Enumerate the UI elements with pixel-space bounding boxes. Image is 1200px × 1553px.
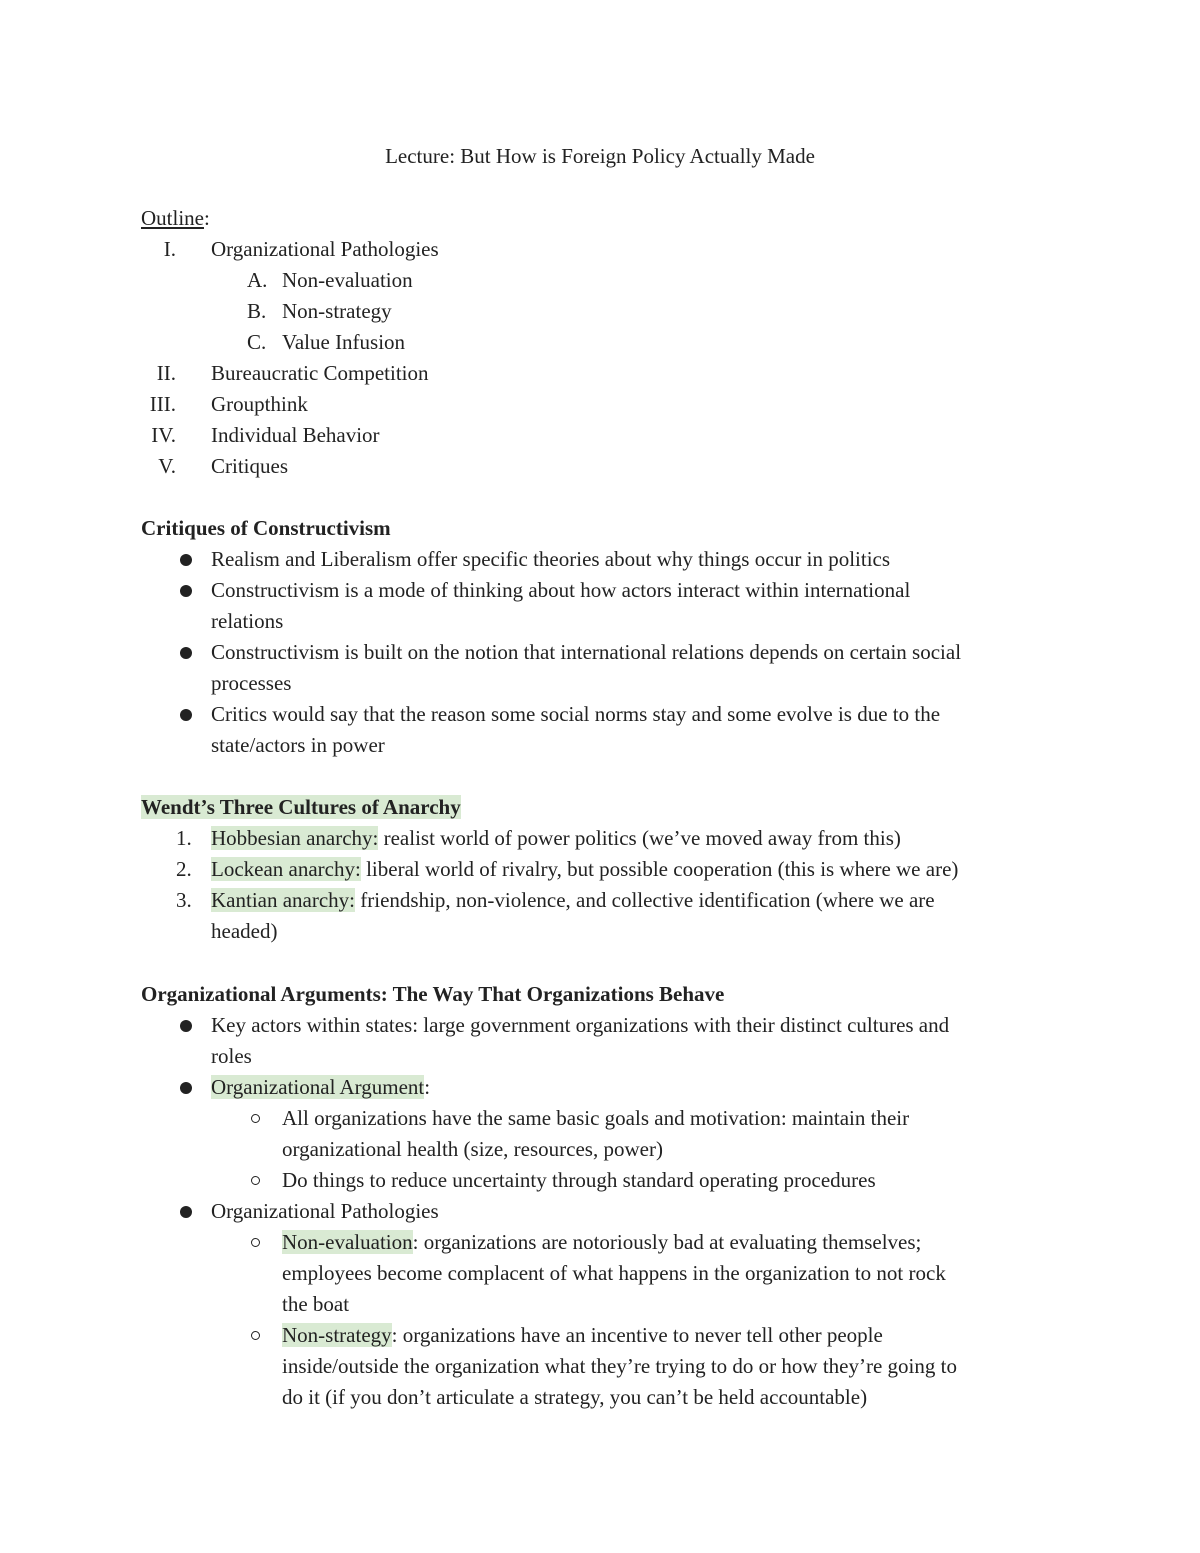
section-heading-critiques: Critiques of Constructivism (141, 516, 391, 540)
outline-label (141, 203, 210, 234)
bullet-icon (180, 554, 192, 566)
circle-bullet-icon (251, 1114, 260, 1123)
outline-sub-marker: A. (247, 268, 268, 292)
outline-marker: V. (158, 454, 176, 478)
org-bullet: Organizational Pathologies (211, 1199, 439, 1223)
wendt-term: Hobbesian anarchy: (211, 826, 379, 850)
outline-marker: III. (149, 392, 176, 416)
org-subbullet-cont: do it (if you don’t articulate a strategy, you can’t be held accountable) (282, 1385, 868, 1409)
pathology-term: Non-evaluation (282, 1230, 413, 1254)
bullet-icon (180, 709, 192, 721)
pathology-term: Non-strategy (282, 1323, 392, 1347)
outline-sub-marker: C. (247, 330, 267, 354)
bullet-icon (180, 585, 192, 597)
pathology-desc: : organizations have an incentive to never tell other people (391, 1323, 883, 1347)
outline-sub-marker: B. (247, 299, 267, 323)
numbered-marker: 2. (176, 857, 192, 881)
wendt-desc: realist world of power politics (we’ve moved away from this) (378, 826, 901, 850)
critique-bullet: Constructivism is a mode of thinking about how actors interact within international (211, 578, 911, 602)
org-subbullet-cont: the boat (282, 1292, 350, 1316)
wendt-item (211, 823, 901, 854)
critique-bullet: Critics would say that the reason some social norms stay and some evolve is due to the (211, 702, 941, 726)
org-bullet-cont: roles (211, 1044, 252, 1068)
critique-bullet-cont: state/actors in power (211, 733, 385, 757)
outline-subitem: Non-strategy (282, 299, 392, 323)
numbered-marker: 1. (176, 826, 192, 850)
outline-item: Individual Behavior (211, 423, 380, 447)
bullet-icon (180, 1082, 192, 1094)
outline-item: Groupthink (211, 392, 308, 416)
pathology-desc: : organizations are notoriously bad at evaluating themselves; (412, 1230, 922, 1254)
outline-item: Organizational Pathologies (211, 237, 439, 261)
wendt-desc: liberal world of rivalry, but possible cooperation (this is where we are) (360, 857, 959, 881)
critique-bullet: Constructivism is built on the notion that international relations depends on certain social (211, 640, 962, 664)
org-subbullet-cont: employees become complacent of what happens in the organization to not rock (282, 1261, 946, 1285)
org-subbullet (282, 1227, 921, 1258)
critique-bullet-cont: relations (211, 609, 284, 633)
circle-bullet-icon (251, 1331, 260, 1340)
org-term-colon: : (424, 1075, 431, 1099)
outline-marker: I. (163, 237, 176, 261)
org-subbullet-cont: inside/outside the organization what they’re trying to do or how they’re going to (282, 1354, 957, 1378)
wendt-heading-text: Wendt’s Three Cultures of Anarchy (141, 795, 461, 819)
org-term: Organizational Argument (211, 1075, 425, 1099)
bullet-icon (180, 1020, 192, 1032)
section-heading-wendt (141, 792, 461, 823)
outline-item: Bureaucratic Competition (211, 361, 429, 385)
outline-subitem: Non-evaluation (282, 268, 413, 292)
page-title: Lecture: But How is Foreign Policy Actually Made (385, 144, 815, 168)
wendt-desc: friendship, non-violence, and collective identification (where we are (355, 888, 935, 912)
section-heading-org: Organizational Arguments: The Way That Organizations Behave (141, 982, 725, 1006)
wendt-item-cont: headed) (211, 919, 278, 943)
org-subbullet: Do things to reduce uncertainty through standard operating procedures (282, 1168, 876, 1192)
wendt-item (211, 854, 958, 885)
bullet-icon (180, 647, 192, 659)
circle-bullet-icon (251, 1176, 260, 1185)
wendt-term: Lockean anarchy: (211, 857, 361, 881)
outline-colon: : (204, 206, 210, 230)
wendt-term: Kantian anarchy: (211, 888, 356, 912)
outline-item: Critiques (211, 454, 288, 478)
org-subbullet (282, 1320, 883, 1351)
org-bullet (211, 1072, 430, 1103)
wendt-item (211, 885, 935, 916)
critique-bullet: Realism and Liberalism offer specific theories about why things occur in politics (211, 547, 891, 571)
org-subbullet-cont: organizational health (size, resources, power) (282, 1137, 663, 1161)
outline-marker: II. (156, 361, 176, 385)
critique-bullet-cont: processes (211, 671, 292, 695)
bullet-icon (180, 1206, 192, 1218)
org-bullet: Key actors within states: large government organizations with their distinct cultures and (211, 1013, 950, 1037)
circle-bullet-icon (251, 1238, 260, 1247)
org-subbullet: All organizations have the same basic goals and motivation: maintain their (282, 1106, 910, 1130)
outline-label-text: Outline (141, 206, 204, 230)
outline-subitem: Value Infusion (282, 330, 406, 354)
outline-marker: IV. (151, 423, 176, 447)
numbered-marker: 3. (176, 888, 192, 912)
